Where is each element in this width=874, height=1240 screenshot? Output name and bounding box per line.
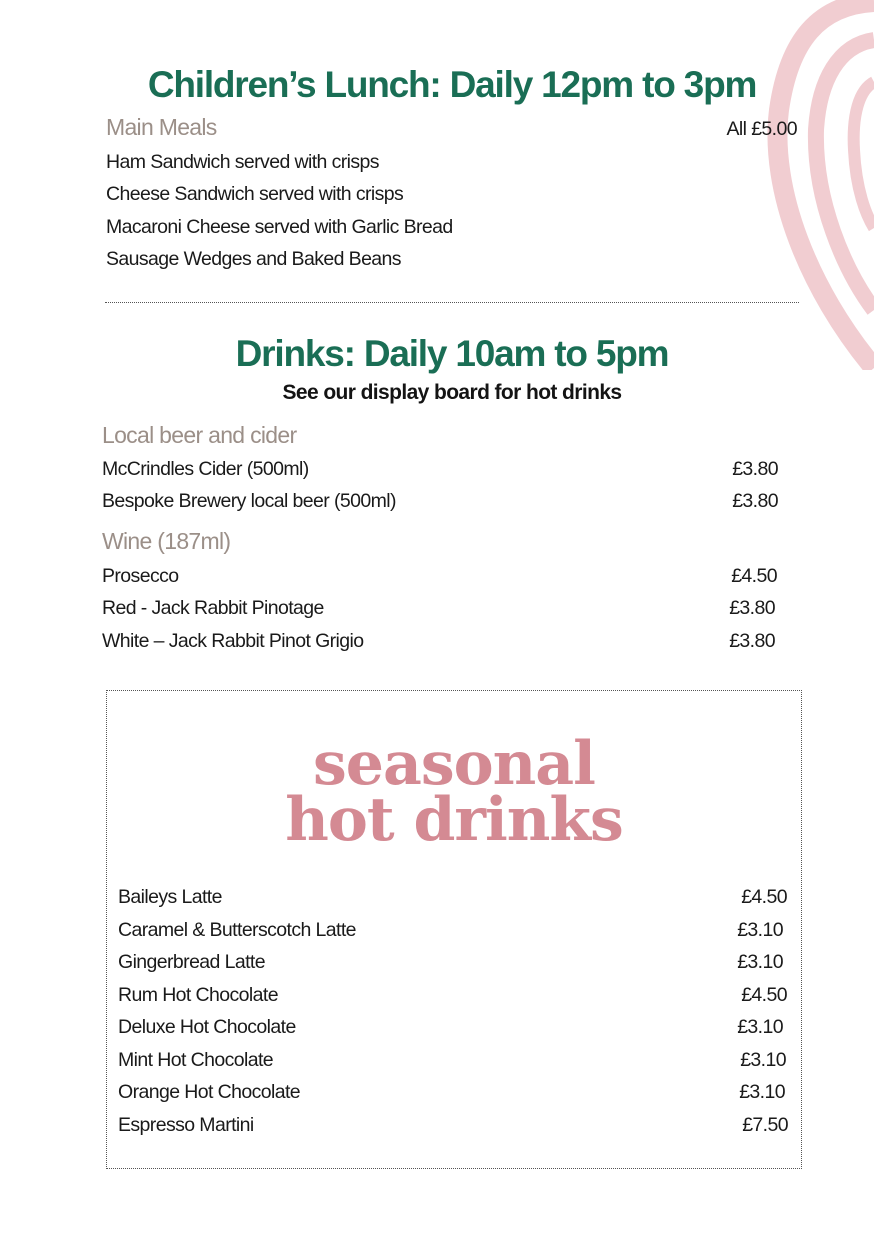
menu-item-name: McCrindles Cider (500ml) xyxy=(102,458,309,480)
list-item: Sausage Wedges and Baked Beans xyxy=(106,248,401,270)
menu-item-price: £3.80 xyxy=(732,458,778,480)
section-divider xyxy=(105,302,799,303)
menu-item-price: £3.80 xyxy=(729,630,775,652)
menu-item-name: White – Jack Rabbit Pinot Grigio xyxy=(102,630,364,652)
menu-item-name: Prosecco xyxy=(102,565,179,587)
menu-item-name: Mint Hot Chocolate xyxy=(118,1049,274,1071)
menu-item-name: Caramel & Butterscotch Latte xyxy=(118,919,356,941)
menu-item-price: £3.10 xyxy=(737,919,783,941)
drinks-title: Drinks: Daily 10am to 5pm xyxy=(235,333,669,374)
seasonal-title-line1: seasonal xyxy=(313,729,595,799)
beer-cider-heading: Local beer and cider xyxy=(102,422,297,448)
main-meals-heading: Main Meals xyxy=(106,114,217,140)
list-item: Ham Sandwich served with crisps xyxy=(106,151,379,173)
seasonal-title-line2: hot drinks xyxy=(285,785,623,855)
menu-item-name: Deluxe Hot Chocolate xyxy=(118,1016,296,1038)
menu-item-name: Bespoke Brewery local beer (500ml) xyxy=(102,490,396,512)
decorative-swirl-icon xyxy=(764,0,874,370)
menu-item-price: £7.50 xyxy=(742,1114,788,1136)
menu-item-name: Gingerbread Latte xyxy=(118,951,265,973)
menu-item-name: Orange Hot Chocolate xyxy=(118,1081,301,1103)
menu-item-price: £4.50 xyxy=(741,886,787,908)
menu-item-price: £3.80 xyxy=(729,597,775,619)
children-lunch-title: Children’s Lunch: Daily 12pm to 3pm xyxy=(147,64,757,105)
main-meals-price: All £5.00 xyxy=(726,118,797,140)
menu-item-price: £3.10 xyxy=(737,951,783,973)
menu-item-price: £3.80 xyxy=(732,490,778,512)
drinks-subtitle: See our display board for hot drinks xyxy=(282,381,622,404)
wine-heading: Wine (187ml) xyxy=(102,528,231,554)
menu-item-price: £4.50 xyxy=(741,984,787,1006)
menu-item-name: Baileys Latte xyxy=(118,886,222,908)
menu-item-price: £3.10 xyxy=(739,1081,785,1103)
menu-item-price: £3.10 xyxy=(740,1049,786,1071)
menu-item-name: Red - Jack Rabbit Pinotage xyxy=(102,597,324,619)
menu-item-name: Espresso Martini xyxy=(118,1114,254,1136)
list-item: Cheese Sandwich served with crisps xyxy=(106,183,404,205)
menu-item-price: £3.10 xyxy=(737,1016,783,1038)
list-item: Macaroni Cheese served with Garlic Bread xyxy=(106,216,453,238)
menu-item-name: Rum Hot Chocolate xyxy=(118,984,278,1006)
menu-item-price: £4.50 xyxy=(731,565,777,587)
